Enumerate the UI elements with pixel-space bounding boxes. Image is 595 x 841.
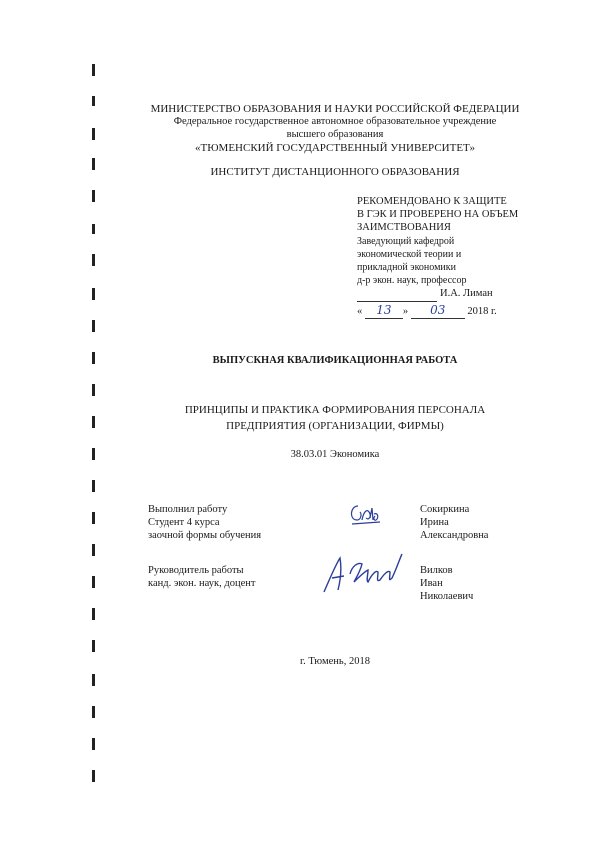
binding-mark [92, 674, 95, 686]
binding-mark [92, 190, 95, 202]
date-open-quote: « [357, 306, 363, 317]
binding-mark [92, 224, 95, 234]
binding-mark [92, 608, 95, 620]
thesis-title-line: ПРИНЦИПЫ И ПРАКТИКА ФОРМИРОВАНИЯ ПЕРСОНАЛА [184, 404, 486, 416]
performer-first-name: Ирина [420, 517, 449, 528]
specialty-code: 38.03.01 Экономика [290, 449, 380, 460]
binding-mark [92, 480, 95, 492]
approval-line: Заведующий кафедрой [357, 236, 455, 247]
supervisor-patronymic: Николаевич [420, 591, 474, 602]
approval-line: экономической теории и [357, 249, 462, 260]
thesis-title-line: ПРЕДПРИЯТИЯ (ОРГАНИЗАЦИИ, ФИРМЫ) [226, 420, 444, 432]
binding-mark [92, 254, 95, 266]
binding-mark [92, 770, 95, 782]
supervisor-surname: Вилков [420, 565, 453, 576]
date-close-quote: » [402, 306, 409, 317]
approval-date [357, 303, 497, 319]
performer-label: Студент 4 курса [148, 517, 220, 528]
city-year: г. Тюмень, 2018 [300, 656, 370, 667]
institution-line: Федеральное государственное автономное образовательное учреждение [173, 116, 497, 127]
institute-name: ИНСТИТУТ ДИСТАНЦИОННОГО ОБРАЗОВАНИЯ [210, 166, 460, 178]
date-year: 2018 г. [467, 306, 497, 317]
ministry-line: МИНИСТЕРСТВО ОБРАЗОВАНИЯ И НАУКИ РОССИЙСКОЙ ФЕДЕРАЦИИ [150, 103, 520, 115]
binding-mark [92, 512, 95, 524]
approval-line: прикладной экономики [357, 262, 456, 273]
work-type: ВЫПУСКНАЯ КВАЛИФИКАЦИОННАЯ РАБОТА [212, 355, 458, 366]
signature-line [357, 291, 437, 302]
approval-line: ЗАИМСТВОВАНИЯ [357, 222, 451, 233]
binding-mark [92, 706, 95, 718]
supervisor-label: Руководитель работы [148, 565, 244, 576]
supervisor-label: канд. экон. наук, доцент [148, 578, 256, 589]
binding-mark [92, 288, 95, 300]
performer-surname: Сокиркина [420, 504, 470, 515]
institution-line: высшего образования [286, 129, 384, 140]
supervisor-first-name: Иван [420, 578, 443, 589]
approval-line: В ГЭК И ПРОВЕРЕНО НА ОБЪЕМ [357, 209, 519, 220]
supervisor-signature [318, 548, 408, 598]
approval-line: д-р экон. наук, профессор [357, 275, 467, 286]
performer-label: заочной формы обучения [148, 530, 262, 541]
binding-mark [92, 640, 95, 652]
binding-mark [92, 544, 95, 556]
binding-mark [92, 738, 95, 750]
university-name: «ТЮМЕНСКИЙ ГОСУДАРСТВЕННЫЙ УНИВЕРСИТЕТ» [195, 142, 475, 154]
date-day: 13 [365, 303, 403, 319]
binding-mark [92, 576, 95, 588]
approval-line: РЕКОМЕНДОВАНО К ЗАЩИТЕ [357, 196, 507, 207]
performer-label: Выполнил работу [148, 504, 228, 515]
binding-mark [92, 320, 95, 332]
date-month: 03 [411, 303, 465, 319]
binding-mark [92, 384, 95, 396]
performer-patronymic: Александровна [420, 530, 489, 541]
performer-signature [346, 500, 382, 530]
binding-mark [92, 64, 95, 76]
approval-signer: И.А. Лиман [440, 288, 493, 299]
